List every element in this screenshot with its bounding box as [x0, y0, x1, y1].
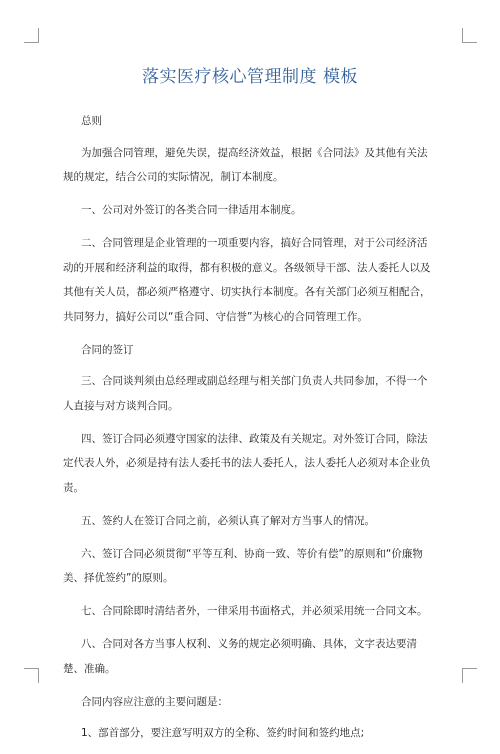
paragraph: 七、合同除即时清结者外，一律采用书面格式，并必须采用统一合同文本。 — [81, 605, 428, 617]
section-heading: 合同的签订 — [81, 343, 134, 356]
paragraph: 为加强合同管理，避免失误，提高经济效益，根据《合同法》及其他有关法规的规定，结合公司的实际情况，制订本制度。 — [63, 146, 428, 183]
section-heading: 总则 — [81, 115, 102, 127]
paragraph: 六、签订合同必须贯彻“平等互利、协商一致、等价有偿”的原则和“价廉物美、择优签约”的原则。 — [63, 547, 423, 584]
document-body — [63, 109, 437, 754]
section-heading: 合同内容应注意的主要问题是： — [81, 695, 228, 708]
crop-mark-top-left — [24, 28, 39, 43]
document-title: 落实医疗核心管理制度 模板 — [142, 67, 358, 87]
crop-mark-bottom-left — [24, 668, 39, 683]
paragraph: 1、部首部分，要注意写明双方的全称、签约时间和签约地点; — [81, 727, 365, 739]
paragraph: 五、签约人在签订合同之前，必须认真了解对方当事人的情况。 — [81, 514, 375, 527]
paragraph: 一、公司对外签订的各类合同一律适用本制度。 — [81, 204, 302, 216]
paragraph: 八、合同对各方当事人权利、义务的规定必须明确、具体，文字表达要清楚、准确。 — [63, 638, 417, 675]
crop-mark-bottom-right — [462, 668, 477, 683]
paragraph: 三、合同谈判须由总经理或副总经理与相关部门负责人共同参加，不得一个人直接与对方谈判合同。 — [63, 375, 428, 412]
crop-mark-top-right — [462, 28, 477, 43]
paragraph: 二、合同管理是企业管理的一项重要内容，搞好合同管理，对于公司经济活动的开展和经济利益的取得，都有积极的意义。各级领导干部、法人委托人以及其他有关人员，都必须严格遵守、切实执行本制度。各有关部门必须互相配合，共同努力，搞好公司以“重合同、守信誉”为核心的合同管理工作。 — [63, 237, 431, 323]
paragraph: 四、签订合同必须遵守国家的法律、政策及有关规定。对外签订合同，除法定代表人外，必须是持有法人委托书的法人委托人，法人委托人必须对本企业负责。 — [63, 432, 431, 494]
